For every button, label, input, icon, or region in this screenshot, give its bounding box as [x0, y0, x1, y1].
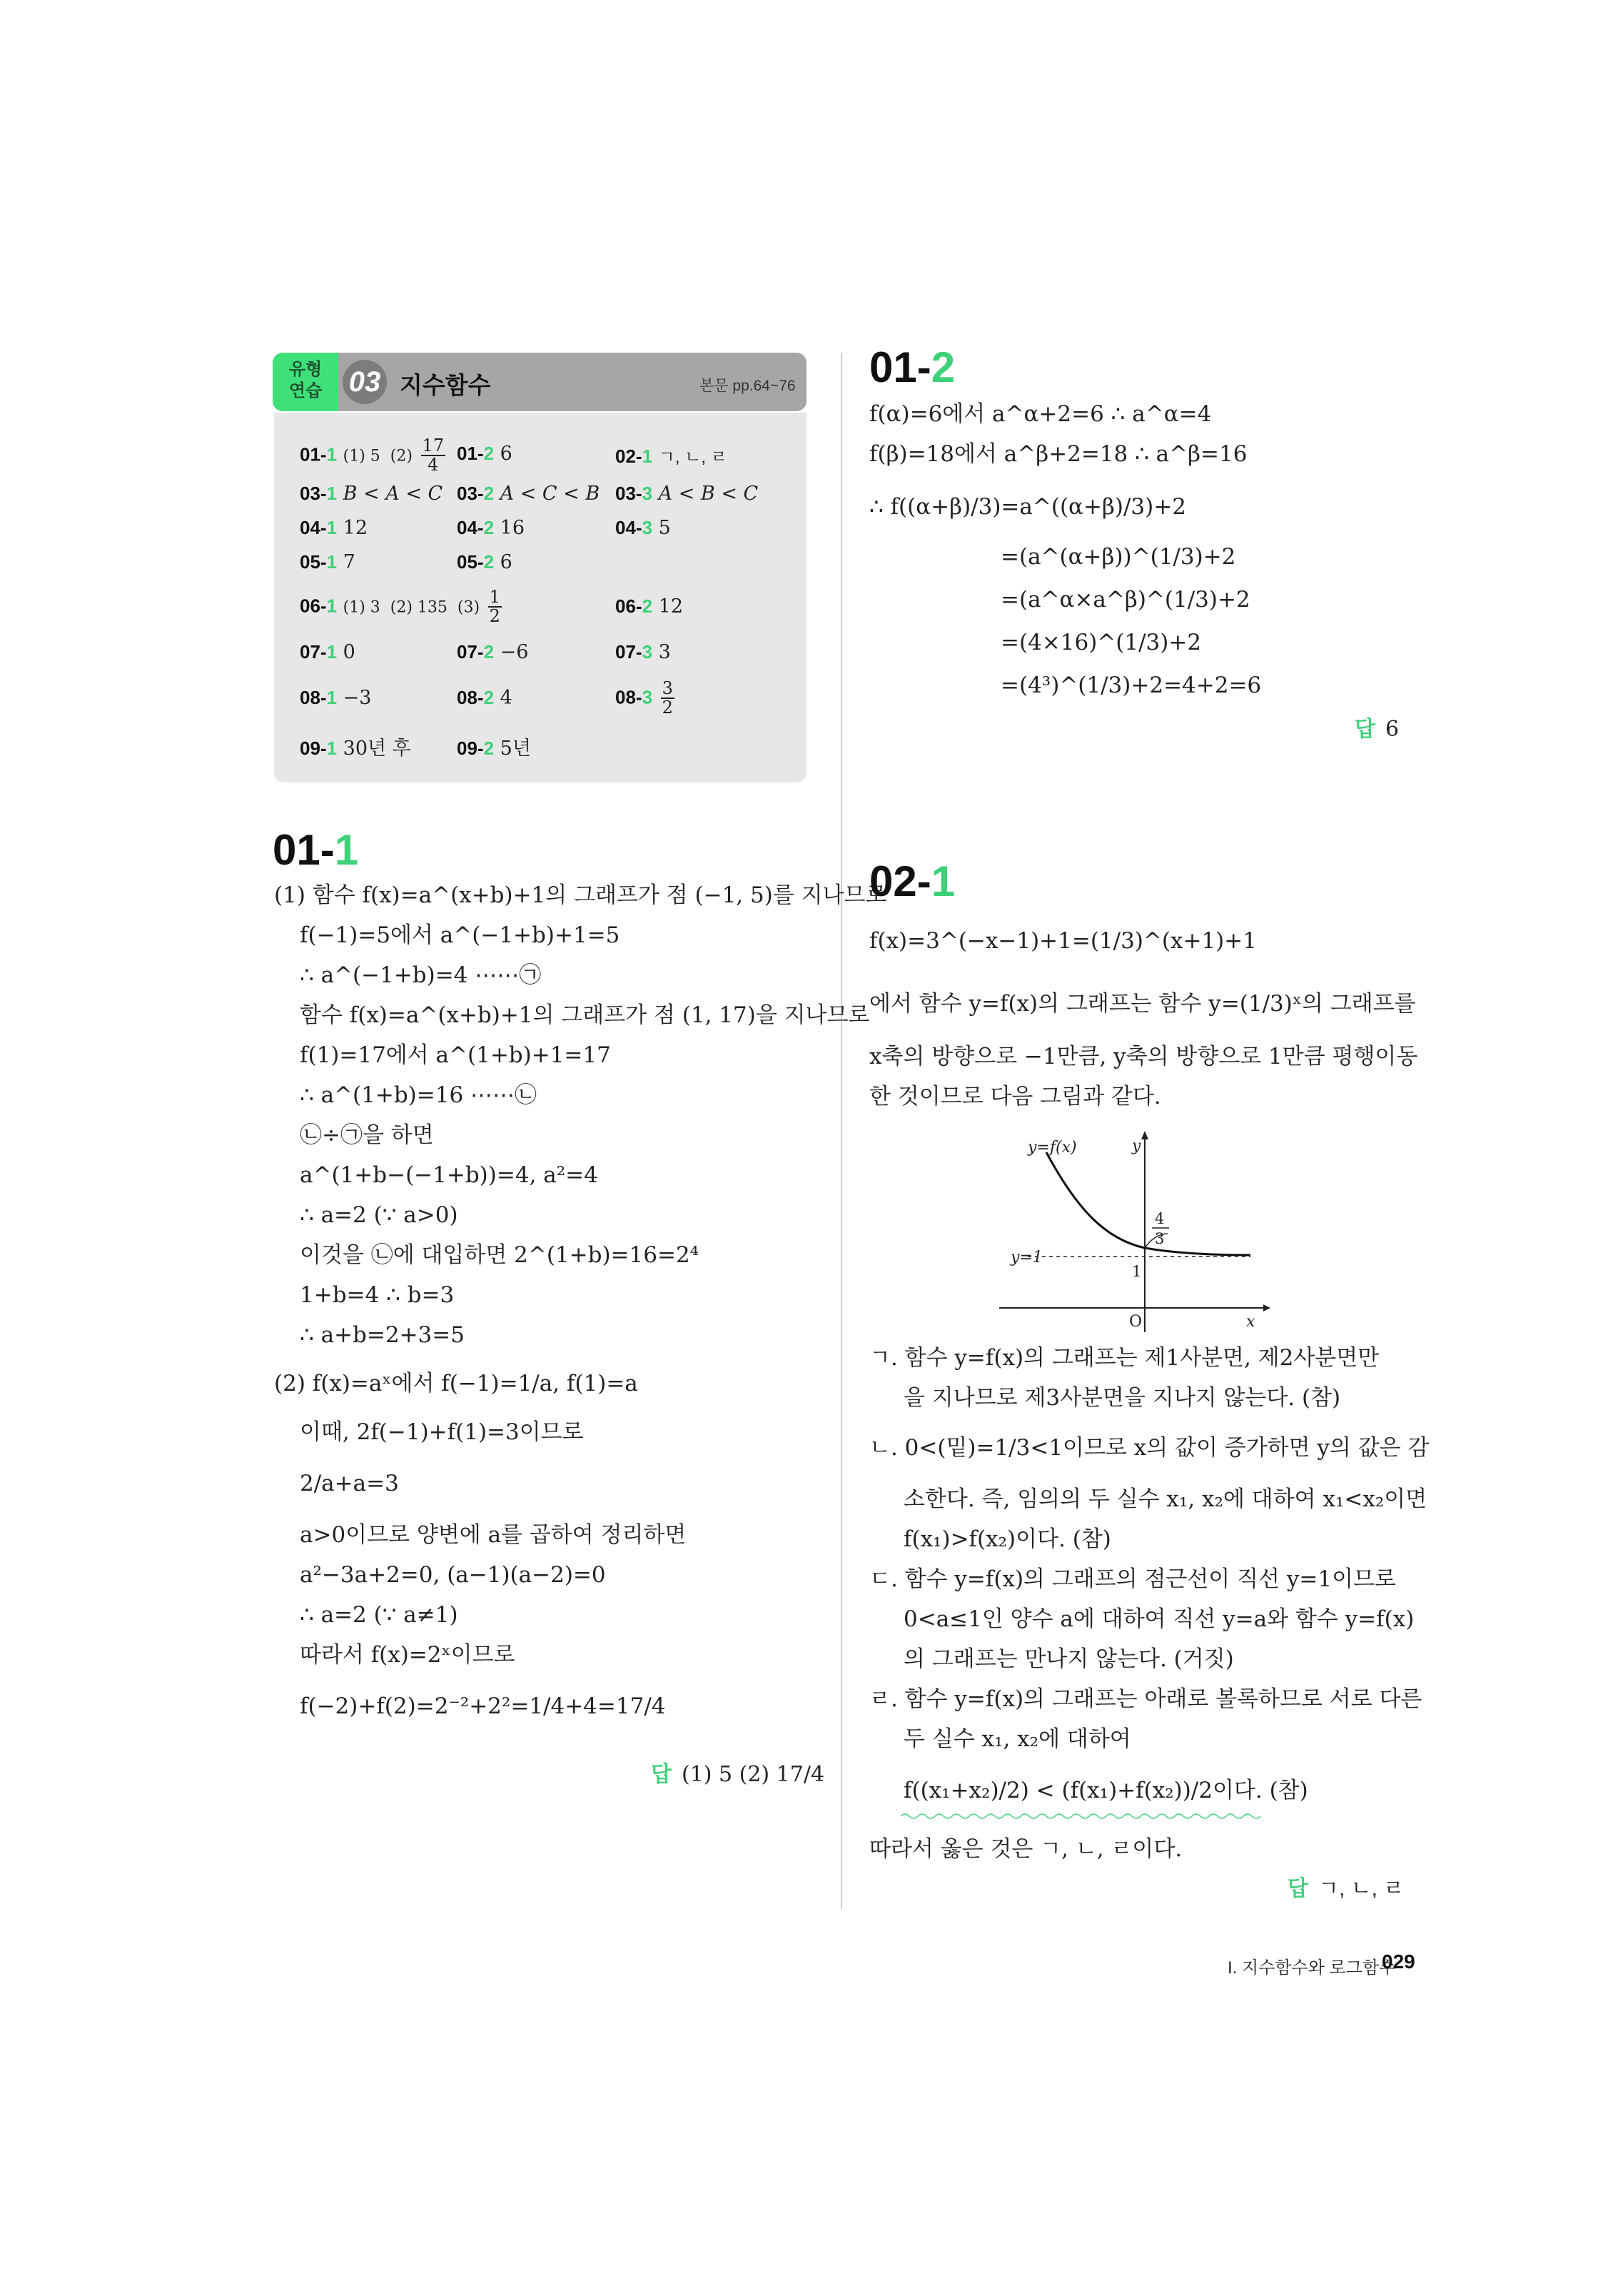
sol-line: 두 실수 x₁, x₂에 대하여 — [904, 1726, 1131, 1752]
sol-line: 따라서 옳은 것은 ㄱ, ㄴ, ㄹ이다. — [869, 1836, 1183, 1862]
sol-line: (2) f(x)=aˣ에서 f(−1)=1/a, f(1)=a — [274, 1371, 638, 1396]
header-tag-text: 유형 연습 — [288, 360, 323, 401]
section-title-02-1: 02-1 — [869, 857, 956, 905]
answer-item: 04-3 5 — [615, 517, 671, 539]
final-answer-01-1: 답 (1) 5 (2) 17/4 — [651, 1762, 825, 1787]
answer-item: 08-2 4 — [457, 687, 512, 709]
wavy-underline — [901, 1811, 1272, 1822]
answer-item: 03-2 A < C < B — [457, 483, 600, 505]
header-title: 지수함수 — [400, 372, 491, 398]
sol-line: =(a^α×a^β)^(1/3)+2 — [1001, 587, 1250, 613]
sol-line: =(4×16)^(1/3)+2 — [1001, 630, 1202, 655]
sol-line: f(α)=6에서 a^α+2=6 ∴ a^α=4 — [869, 401, 1212, 427]
sol-line: 2/a+a=3 — [300, 1471, 399, 1496]
sol-line: ㄱ. 함수 y=f(x)의 그래프는 제1사분면, 제2사분면만 — [869, 1345, 1380, 1371]
label-intercept-num: 4 — [1155, 1210, 1165, 1227]
label-x-axis: x — [1246, 1313, 1255, 1331]
label-asymptote: y=1 — [1011, 1249, 1043, 1267]
answer-item: 07-2 −6 — [457, 641, 529, 663]
answer-item: 04-1 12 — [300, 517, 368, 539]
sol-line: 소한다. 즉, 임의의 두 실수 x₁, x₂에 대하여 x₁<x₂이면 — [904, 1486, 1427, 1512]
sol-line: 에서 함수 y=f(x)의 그래프는 함수 y=(1/3)ˣ의 그래프를 — [869, 991, 1416, 1017]
sol-line: ㄴ. 0<(밑)=1/3<1이므로 x의 값이 증가하면 y의 값은 감 — [869, 1435, 1430, 1461]
section-title-01-2: 01-2 — [869, 343, 956, 391]
answer-item: 06-1 (1) 3 (2) 135 (3) $\frac{1}{2}$ — [300, 587, 500, 627]
sol-line: f(−1)=5에서 a^(−1+b)+1=5 — [300, 922, 620, 948]
sol-line: ∴ a+b=2+3=5 — [300, 1322, 465, 1348]
answer-item: 01-2 6 — [457, 443, 512, 465]
sol-line: f(x₁)>f(x₂)이다. (참) — [904, 1526, 1111, 1552]
sol-line: 함수 f(x)=a^(x+b)+1의 그래프가 점 (1, 17)을 지나므로 — [300, 1002, 870, 1028]
label-curve: y=f(x) — [1028, 1139, 1077, 1157]
sol-line: ∴ a^(−1+b)=4 ⋯⋯㉠ — [300, 962, 542, 988]
answer-item: 09-2 5년 — [457, 737, 531, 760]
answer-item: 04-2 16 — [457, 517, 525, 539]
label-one: 1 — [1132, 1263, 1142, 1280]
x-axis-arrow — [1263, 1304, 1270, 1311]
sol-line: a>0이므로 양변에 a를 곱하여 정리하면 — [300, 1522, 687, 1548]
answer-item: 05-1 7 — [300, 551, 355, 573]
curve-yfx — [1046, 1152, 1250, 1255]
sol-line: ㄹ. 함수 y=f(x)의 그래프는 아래로 볼록하므로 서로 다른 — [869, 1686, 1422, 1712]
sol-line: 1+b=4 ∴ b=3 — [300, 1282, 455, 1308]
exponential-graph — [999, 1125, 1270, 1332]
sol-line: ㉡÷㉠을 하면 — [300, 1122, 434, 1148]
label-origin: O — [1129, 1313, 1143, 1331]
answer-item: 03-1 B < A < C — [300, 483, 443, 505]
page-number: 029 — [1382, 1950, 1415, 1973]
answer-item: 05-2 6 — [457, 551, 512, 573]
answer-item: 03-3 A < B < C — [615, 483, 759, 505]
header-number: 03 — [343, 360, 387, 404]
column-divider — [841, 353, 842, 1909]
sol-line: ∴ f((α+β)/3)=a^((α+β)/3)+2 — [869, 494, 1186, 520]
sol-line: ∴ a^(1+b)=16 ⋯⋯㉡ — [300, 1082, 537, 1108]
answer-item: 02-1 ㄱ, ㄴ, ㄹ — [615, 445, 727, 467]
sol-line: ∴ a=2 (∵ a>0) — [300, 1202, 458, 1228]
answer-item: 06-2 12 — [615, 595, 683, 618]
sol-line: 0<a≤1인 양수 a에 대하여 직선 y=a와 함수 y=f(x) — [904, 1606, 1415, 1632]
sol-line: =(4³)^(1/3)+2=4+2=6 — [1001, 673, 1262, 698]
answer-item: 07-3 3 — [615, 641, 671, 663]
sol-line: 따라서 f(x)=2ˣ이므로 — [300, 1642, 515, 1668]
header-tag — [278, 359, 333, 402]
sol-line: f(β)=18에서 a^β+2=18 ∴ a^β=16 — [869, 441, 1248, 467]
sol-line: ∴ a=2 (∵ a≠1) — [300, 1602, 458, 1628]
sol-line: a²−3a+2=0, (a−1)(a−2)=0 — [300, 1562, 606, 1588]
sol-line: 이것을 ㉡에 대입하면 2^(1+b)=16=2⁴ — [300, 1242, 699, 1268]
sol-line: 을 지나므로 제3사분면을 지나지 않는다. (참) — [904, 1385, 1341, 1411]
label-y-axis: y — [1132, 1137, 1141, 1155]
section-title-01-1: 01-1 — [273, 826, 359, 874]
sol-line: =(a^(α+β))^(1/3)+2 — [1001, 544, 1236, 570]
sol-line: x축의 방향으로 −1만큼, y축의 방향으로 1만큼 평행이동 — [869, 1044, 1418, 1069]
answer-item: 07-1 0 — [300, 641, 355, 663]
final-answer-02-1: 답 ㄱ, ㄴ, ㄹ — [1288, 1877, 1405, 1900]
footer-chapter: I. 지수함수와 로그함수 — [1228, 1958, 1396, 1978]
sol-line: f(x)=3^(−x−1)+1=(1/3)^(x+1)+1 — [869, 928, 1257, 954]
answer-item: 08-3 $\frac{3}{2}$ — [615, 678, 673, 718]
sol-line: f((x₁+x₂)/2) < (f(x₁)+f(x₂))/2이다. (참) — [904, 1778, 1308, 1803]
sol-line: a^(1+b−(−1+b))=4, a²=4 — [300, 1162, 598, 1188]
sol-line: ㄷ. 함수 y=f(x)의 그래프의 점근선이 직선 y=1이므로 — [869, 1566, 1396, 1592]
label-intercept-den: 3 — [1155, 1230, 1165, 1247]
answer-item: 01-1 (1) 5 (2) $\frac{17}{4}$ — [300, 435, 445, 475]
answer-item: 08-1 −3 — [300, 687, 372, 709]
y-axis-arrow — [1141, 1131, 1148, 1139]
final-answer-01-2: 답 6 — [1355, 717, 1400, 742]
sol-line: f(1)=17에서 a^(1+b)+1=17 — [300, 1042, 611, 1068]
sol-line: 이때, 2f(−1)+f(1)=3이므로 — [300, 1419, 584, 1445]
sol-line: f(−2)+f(2)=2⁻²+2²=1/4+4=17/4 — [300, 1693, 666, 1719]
header-reference: 본문 pp.64~76 — [699, 378, 796, 394]
sol-line: (1) 함수 f(x)=a^(x+b)+1의 그래프가 점 (−1, 5)를 지나므로 — [274, 882, 887, 908]
sol-line: 의 그래프는 만나지 않는다. (거짓) — [904, 1646, 1234, 1672]
answer-item: 09-1 30년 후 — [300, 737, 411, 760]
sol-line: 한 것이므로 다음 그림과 같다. — [869, 1084, 1161, 1109]
